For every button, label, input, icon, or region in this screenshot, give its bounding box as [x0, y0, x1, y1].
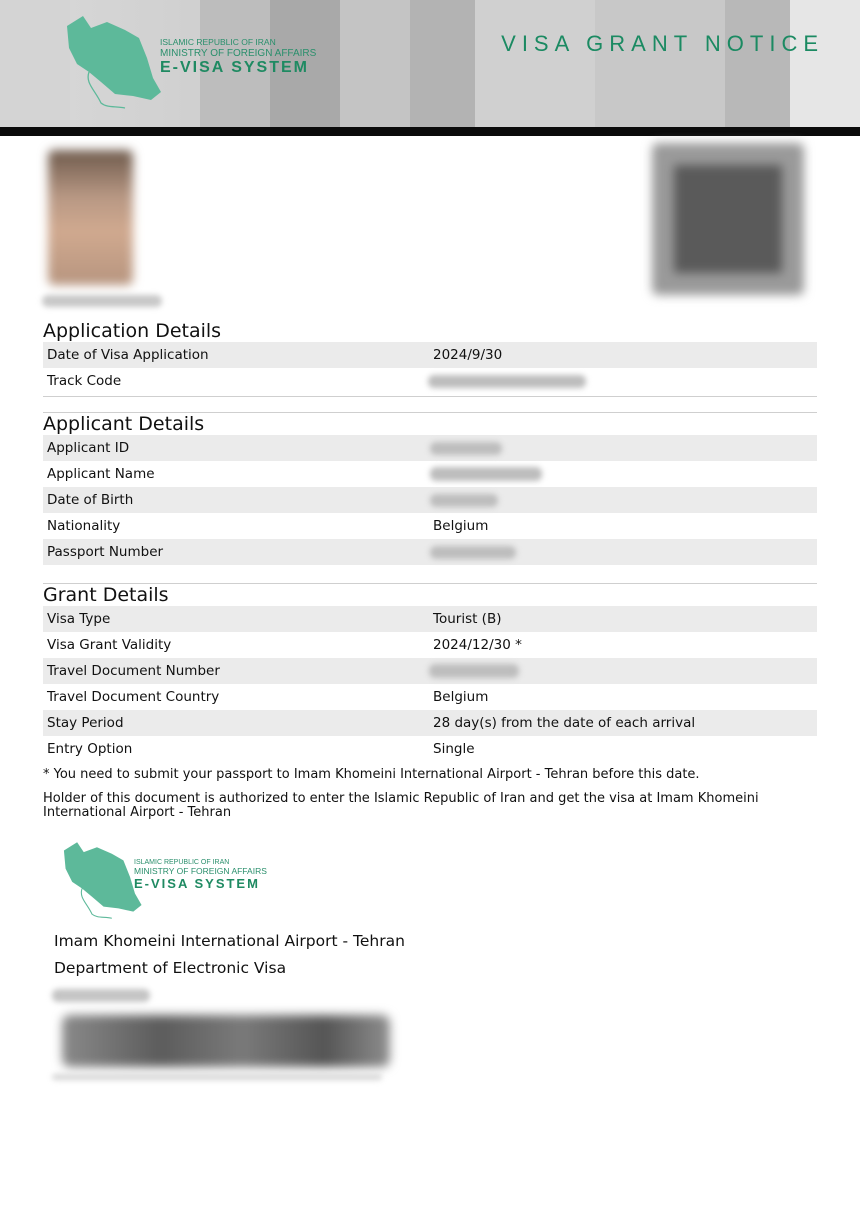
row-label: Travel Document Number — [47, 663, 220, 679]
row-value: 28 day(s) from the date of each arrival — [433, 715, 696, 731]
row-value: Belgium — [433, 518, 489, 534]
logo-country-text: ISLAMIC REPUBLIC OF IRAN — [160, 37, 276, 47]
footer-evisa-logo — [54, 835, 314, 925]
signature — [62, 1015, 390, 1067]
application-details-heading: Application Details — [43, 320, 222, 342]
row-value: Belgium — [433, 689, 489, 705]
row-label: Passport Number — [47, 544, 164, 560]
applicant-id-redacted — [430, 442, 502, 455]
row-label: Visa Grant Validity — [47, 637, 172, 653]
banner-photo-tile — [595, 0, 725, 127]
applicant-photo — [48, 150, 133, 285]
table-row — [43, 342, 817, 368]
row-label: Applicant ID — [47, 440, 130, 456]
row-label: Applicant Name — [47, 466, 155, 482]
banner-photo-tile — [725, 0, 790, 127]
banner-photo-tile — [790, 0, 860, 127]
table-row — [43, 632, 817, 658]
footer-logo-system-text: E-VISA SYSTEM — [134, 876, 260, 892]
row-value: Tourist (B) — [433, 611, 502, 627]
banner-photo-tile — [410, 0, 475, 127]
banner-photo-tile — [475, 0, 595, 127]
header-divider-bar — [0, 127, 860, 136]
table-row — [43, 435, 817, 461]
table-row — [43, 539, 817, 565]
logo-ministry-text: MINISTRY OF FOREIGN AFFAIRS — [160, 47, 317, 59]
table-row — [43, 368, 817, 394]
issuer-department-text: Department of Electronic Visa — [54, 959, 287, 977]
row-label: Travel Document Country — [47, 689, 220, 705]
iran-map-icon — [55, 8, 170, 113]
footer-logo-ministry-text: MINISTRY OF FOREIGN AFFAIRS — [134, 866, 267, 877]
applicant-details-heading: Applicant Details — [43, 413, 205, 435]
row-label: Entry Option — [47, 741, 133, 757]
applicant-name-redacted — [430, 467, 542, 481]
row-label: Nationality — [47, 518, 121, 534]
authorization-note: Holder of this document is authorized to enter the Islamic Republic of Iran and get the visa at Imam Khomeini International Airport - Tehran — [43, 791, 759, 820]
logo-system-text: E-VISA SYSTEM — [160, 59, 309, 77]
table-row — [43, 513, 817, 539]
banner-photo-tile — [340, 0, 410, 127]
table-row — [43, 710, 817, 736]
table-row — [43, 487, 817, 513]
travel-document-number-redacted — [429, 664, 519, 678]
row-label: Stay Period — [47, 715, 124, 731]
row-label: Visa Type — [47, 611, 111, 627]
grant-details-heading: Grant Details — [43, 584, 169, 606]
header-banner — [0, 0, 860, 127]
application-details-section — [43, 320, 817, 394]
issue-date-redacted — [52, 989, 150, 1002]
date-of-birth-redacted — [430, 494, 498, 507]
row-value: 2024/12/30 * — [433, 637, 522, 653]
evisa-logo — [55, 8, 335, 118]
passport-number-redacted — [430, 546, 516, 559]
table-row — [43, 658, 817, 684]
applicant-details-section — [43, 413, 817, 565]
row-value: 2024/9/30 — [433, 347, 503, 363]
section-divider — [43, 396, 817, 397]
table-row — [43, 606, 817, 632]
grant-details-section — [43, 584, 817, 762]
table-row — [43, 684, 817, 710]
issuer-airport-text: Imam Khomeini International Airport - Tehran — [54, 932, 405, 950]
footer-logo-country-text: ISLAMIC REPUBLIC OF IRAN — [134, 859, 230, 866]
row-label: Date of Birth — [47, 492, 134, 508]
row-label: Track Code — [47, 373, 122, 389]
passport-submission-note: * You need to submit your passport to Imam Khomeini International Airport - Tehran before this date. — [43, 767, 700, 782]
row-label: Date of Visa Application — [47, 347, 209, 363]
qr-code — [652, 143, 804, 295]
track-code-redacted — [428, 375, 586, 388]
table-row — [43, 736, 817, 762]
row-value: Single — [433, 741, 475, 757]
table-row — [43, 461, 817, 487]
page-title: VISA GRANT NOTICE — [501, 31, 824, 56]
photo-caption-redacted — [42, 295, 162, 307]
signature-caption-redacted — [52, 1074, 382, 1080]
